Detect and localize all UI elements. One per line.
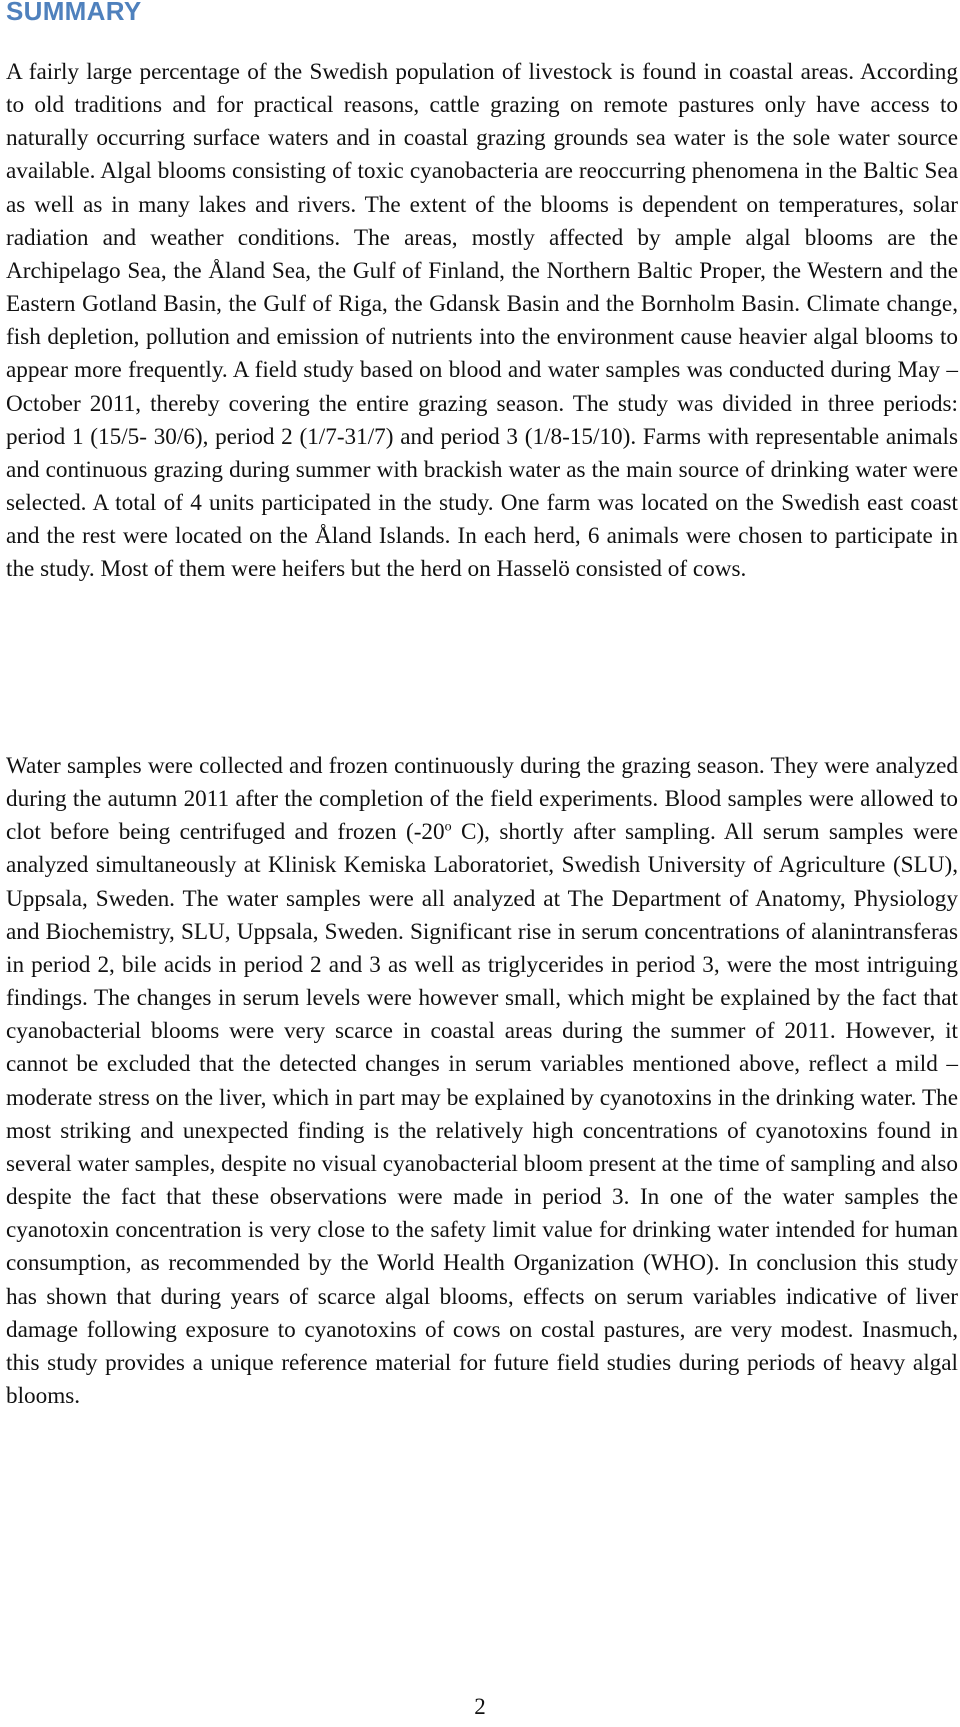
paragraph-2-text-end: C), shortly after sampling. All serum samples were analyzed simultaneously at Klinisk Kemiska Laboratoriet, Swedish University of Agriculture (SLU), Uppsala, Sweden. The water samples were all analyzed at The Department of Anatomy, Physiology and Biochemistry, SLU, Uppsala, Sweden. Significant rise in serum concentrations of alanintransferas in period 2, bile acids in period 2 and 3 as well as triglycerides in period 3, were the most intriguing findings. The changes in serum levels were however small, which might be explained by the fact that cyanobacterial blooms were very scarce in coastal areas during the summer of 2011. However, it cannot be excluded that the detected changes in serum variables mentioned above, reflect a mild – moderate stress on the liver, which in part may be explained by cyanotoxins in the drinking water. The most striking and unexpected finding is the relatively high concentrations of cyanotoxins found in several water samples, despite no visual cyanobacterial bloom present at the time of sampling and also despite the fact that these observations were made in period 3. In one of the water samples the cyanotoxin concentration is very close to the safety limit value for drinking water intended for human consumption, as recommended by the World Health Organization (WHO). In conclusion this study has shown that during years of scarce algal blooms, effects on serum variables indicative of liver damage following exposure to cyanotoxins of cows on costal pastures, are very modest. Inasmuch, this study provides a unique reference material for future field studies during periods of heavy algal blooms. [6,819,958,1409]
summary-paragraph-1: A fairly large percentage of the Swedish population of livestock is found in coastal areas. According to old traditions and for practical reasons, cattle grazing on remote pastures only have access to naturally occurring surface waters and in coastal grazing grounds sea water is the sole water source available. Algal blooms consisting of toxic cyanobacteria are reoccurring phenomena in the Baltic Sea as well as in many lakes and rivers. The extent of the blooms is dependent on temperatures, solar radiation and weather conditions. The areas, mostly affected by ample algal blooms are the Archipelago Sea, the Åland Sea, the Gulf of Finland, the Northern Baltic Proper, the Western and the Eastern Gotland Basin, the Gulf of Riga, the Gdansk Basin and the Bornholm Basin. Climate change, fish depletion, pollution and emission of nutrients into the environment cause heavier algal blooms to appear more frequently. A field study based on blood and water samples was conducted during May – October 2011, thereby covering the entire grazing season. The study was divided in three periods: period 1 (15/5- 30/6), period 2 (1/7-31/7) and period 3 (1/8-15/10). Farms with representable animals and continuous grazing during summer with brackish water as the main source of drinking water were selected. A total of 4 units participated in the study. One farm was located on the Swedish east coast and the rest were located on the Åland Islands. In each herd, 6 animals were chosen to participate in the study. Most of them were heifers but the herd on Hasselö consisted of cows. [6,59,958,583]
summary-paragraph-2 [6,750,958,1413]
degree-superscript: o [444,819,452,835]
paragraph-2-text-start: Water samples were collected and frozen continuously during the grazing season. They were analyzed during the autumn 2011 after the completion of the field experiments. Blood samples were allowed to clot before being centrifuged and frozen (-20 [6,753,958,846]
page-number: 2 [474,1694,486,1719]
section-heading: SUMMARY [6,0,142,26]
